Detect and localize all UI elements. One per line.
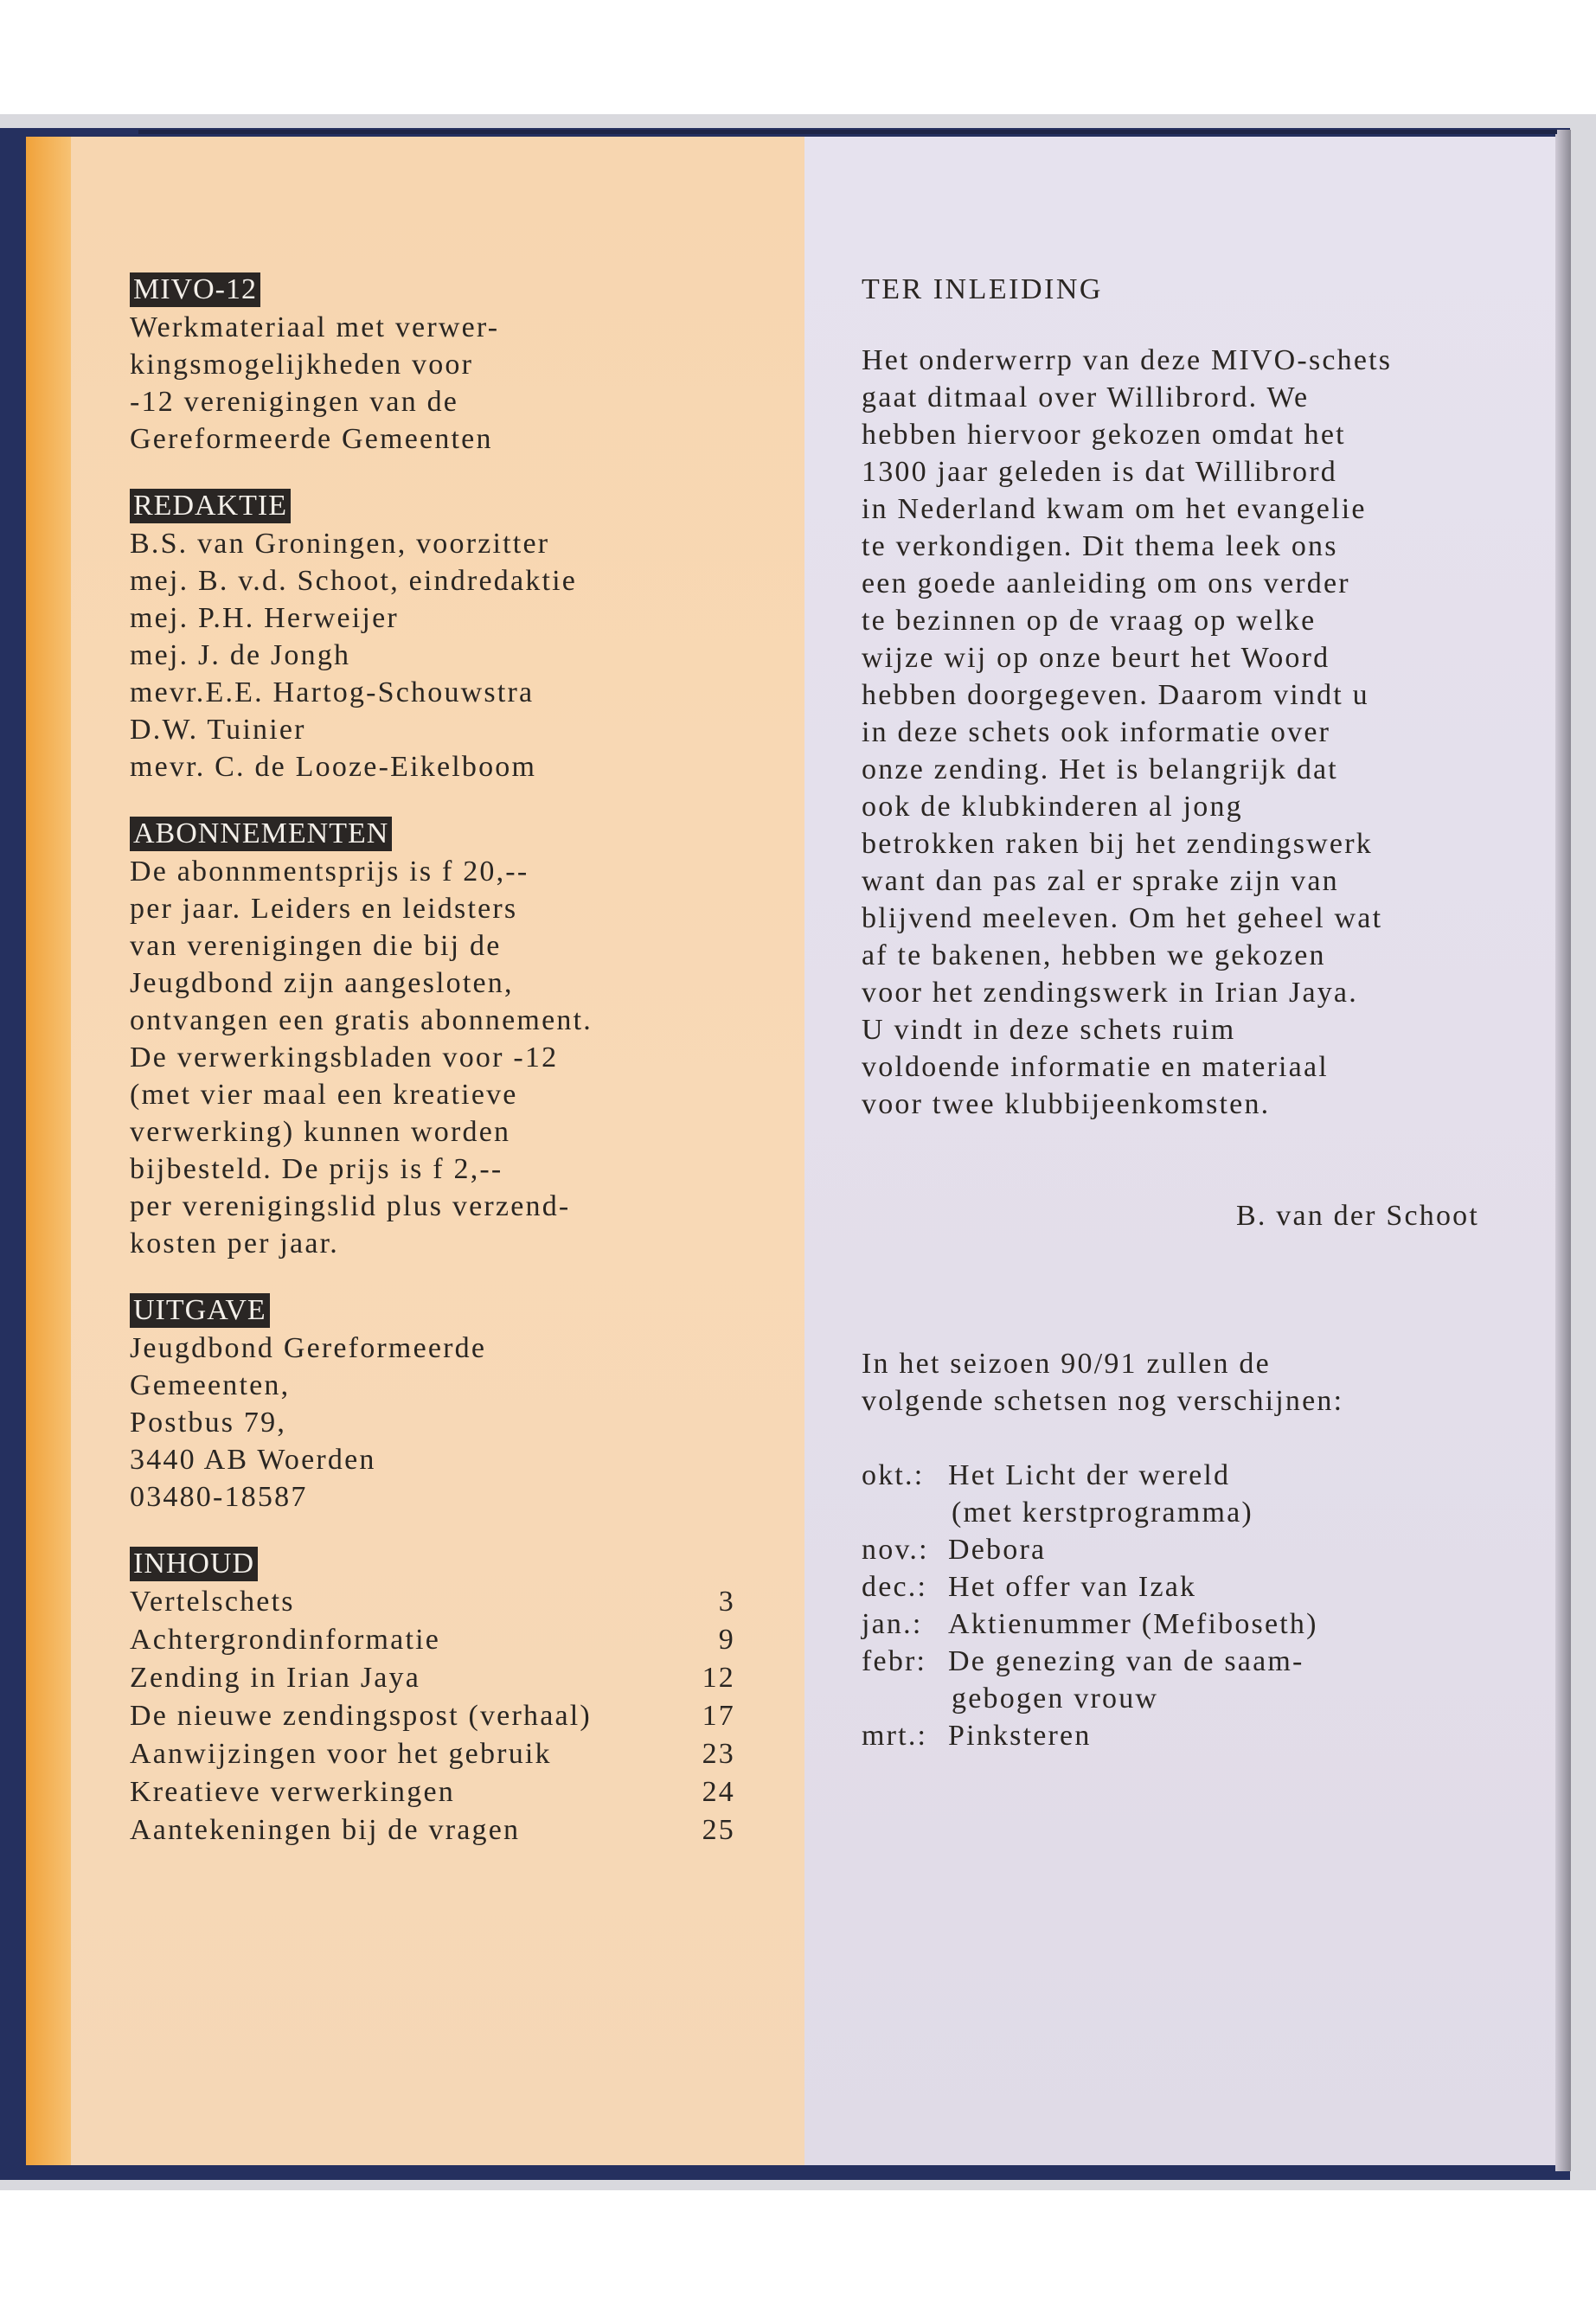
section-inhoud [130,1547,804,1849]
introduction-column [862,272,1484,1754]
schedule-title: De genezing van de saam- [948,1645,1304,1677]
text-line: U vindt in deze schets ruim [862,1014,1236,1046]
editor-name: B.S. van Groningen, voorzitter [130,528,550,560]
phone-number: 03480-18587 [130,1481,308,1513]
address-line: Postbus 79, [130,1407,287,1439]
schedule-item [862,1606,1484,1643]
editor-name: mevr. C. de Looze-Eikelboom [130,751,537,783]
toc-title: Zending in Irian Jaya [130,1662,421,1694]
toc-title: Achtergrondinformatie [130,1624,441,1656]
text-line: per verenigingslid plus verzend- [130,1190,571,1222]
toc-page: 12 [702,1662,735,1694]
heading-redaktie: REDAKTIE [130,489,291,523]
text-line: kingsmogelijkheden voor [130,349,474,381]
text-line: in Nederland kwam om het evangelie [862,493,1367,525]
toc-entry [130,1659,735,1697]
text-line: De abonnmentsprijs is f 20,-- [130,856,529,888]
schedule-title: Pinksteren [948,1720,1092,1752]
toc-page: 3 [718,1586,735,1618]
text-line: wijze wij op onze beurt het Woord [862,642,1330,674]
toc-entry [130,1773,735,1811]
colophon-column [130,272,804,1881]
editor-name: mej. P.H. Herweijer [130,602,399,634]
toc-page: 25 [702,1814,735,1846]
schedule-list [862,1457,1484,1754]
schedule-item-continued [862,1680,1484,1717]
schedule-title: (met kerstprogramma) [952,1497,1253,1529]
text-line: in deze schets ook informatie over [862,716,1331,748]
text-line: gaat ditmaal over Willibrord. We [862,381,1310,413]
top-rule [138,130,1557,134]
toc-title: De nieuwe zendingspost (verhaal) [130,1700,592,1732]
text-line: -12 verenigingen van de [130,386,459,418]
heading-uitgave: UITGAVE [130,1293,270,1328]
toc-title: Aantekeningen bij de vragen [130,1814,521,1846]
schedule-item [862,1531,1484,1568]
text-line: te bezinnen op de vraag op welke [862,605,1317,637]
text-line: voor twee klubbijeenkomsten. [862,1088,1271,1120]
heading-mivo: MIVO-12 [130,272,260,307]
schedule-month: okt.: [862,1459,925,1491]
schedule-item [862,1457,1484,1494]
text-line: te verkondigen. Dit thema leek ons [862,530,1338,562]
text-line: 1300 jaar geleden is dat Willibrord [862,456,1337,488]
toc-title: Aanwijzingen voor het gebruik [130,1738,552,1770]
text-line: blijvend meeleven. Om het geheel wat [862,902,1383,934]
text-line: want dan pas zal er sprake zijn van [862,865,1339,897]
text-line: In het seizoen 90/91 zullen de [862,1348,1271,1380]
toc-entry [130,1735,735,1773]
left-color-strip [26,137,71,2165]
text-line: hebben hiervoor gekozen omdat het [862,419,1346,451]
text-line: een goede aanleiding om ons verder [862,567,1350,599]
text-line: voor het zendingswerk in Irian Jaya. [862,977,1358,1009]
text-line: voldoende informatie en materiaal [862,1051,1329,1083]
introduction-text [862,342,1484,1123]
text-line: volgende schetsen nog verschijnen: [862,1385,1344,1417]
schedule-title: Aktienummer (Mefiboseth) [948,1608,1318,1640]
schedule-item [862,1568,1484,1606]
toc-page: 9 [718,1624,735,1656]
toc-entry [130,1583,735,1621]
toc-entry [130,1811,735,1849]
text-line: (met vier maal een kreatieve [130,1079,518,1111]
schedule-month: mrt.: [862,1720,928,1752]
schedule-title: Debora [948,1534,1047,1566]
toc-entry [130,1621,735,1659]
section-mivo [130,272,804,458]
introduction-title: TER INLEIDING [862,273,1103,305]
toc-entry [130,1697,735,1735]
publisher-address [130,1330,804,1516]
redaktie-list [130,525,804,785]
toc-page: 24 [702,1776,735,1808]
text-line: Het onderwerrp van deze MIVO-schets [862,344,1393,376]
editor-name: D.W. Tuinier [130,714,306,746]
section-abonnementen [130,817,804,1262]
schedule-month: febr: [862,1645,927,1677]
table-of-contents [130,1583,804,1849]
heading-abonnementen: ABONNEMENTEN [130,817,392,851]
section-redaktie [130,489,804,785]
toc-page: 23 [702,1738,735,1770]
schedule-title: gebogen vrouw [952,1682,1159,1715]
section-uitgave [130,1293,804,1516]
editor-name: mej. B. v.d. Schoot, eindredaktie [130,565,578,597]
schedule-item [862,1717,1484,1754]
address-line: Gemeenten, [130,1369,291,1401]
schedule-item-continued [862,1494,1484,1531]
text-line: onze zending. Het is belangrijk dat [862,753,1338,785]
schedule-month: nov.: [862,1534,929,1566]
schedule-month: dec.: [862,1571,928,1603]
schedule-month: jan.: [862,1608,923,1640]
abonnementen-text [130,853,804,1262]
schedule-title: Het Licht der wereld [948,1459,1231,1491]
right-page-edge [1555,130,1571,2171]
text-line: ook de klubkinderen al jong [862,791,1243,823]
text-line: hebben doorgegeven. Daarom vindt u [862,679,1369,711]
text-line: Werkmateriaal met verwer- [130,311,500,343]
text-line: verwerking) kunnen worden [130,1116,511,1148]
text-line: De verwerkingsbladen voor -12 [130,1042,559,1074]
schedule-title: Het offer van Izak [948,1571,1197,1603]
text-line: van verenigingen die bij de [130,930,502,962]
text-line: kosten per jaar. [130,1227,339,1259]
text-line: Gereformeerde Gemeenten [130,423,493,455]
text-line: bijbesteld. De prijs is f 2,-- [130,1153,503,1185]
toc-title: Kreatieve verwerkingen [130,1776,455,1808]
signature: B. van der Schoot [1235,1200,1479,1232]
text-line: betrokken raken bij het zendingswerk [862,828,1373,860]
text-line: per jaar. Leiders en leidsters [130,893,518,925]
toc-title: Vertelschets [130,1586,295,1618]
schedule-item [862,1643,1484,1680]
editor-name: mevr.E.E. Hartog-Schouwstra [130,676,535,708]
address-line: Jeugdbond Gereformeerde [130,1332,487,1364]
text-line: af te bakenen, hebben we gekozen [862,939,1326,971]
text-line: Jeugdbond zijn aangesloten, [130,967,514,999]
editor-name: mej. J. de Jongh [130,639,351,671]
toc-page: 17 [702,1700,735,1732]
address-line: 3440 AB Woerden [130,1444,376,1476]
text-line: ontvangen een gratis abonnement. [130,1004,593,1036]
heading-inhoud: INHOUD [130,1547,258,1581]
mivo-text [130,309,804,458]
season-announcement [862,1345,1484,1420]
